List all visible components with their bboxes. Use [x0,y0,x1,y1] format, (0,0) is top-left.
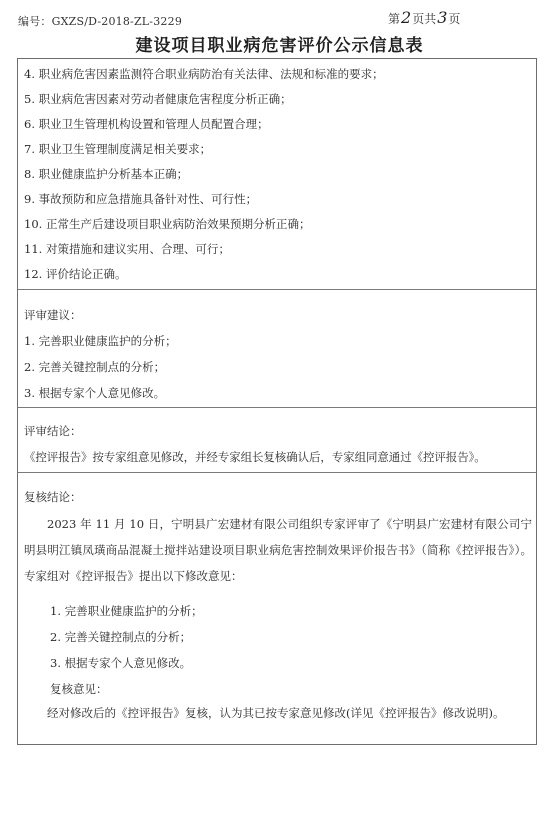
suggestion-item: 1. 完善职业健康监护的分析； [24,334,177,348]
page-number [388,10,460,27]
document-code: 编号：GXZS/D-2018-ZL-3229 [18,15,183,28]
conclusion-text: 《控评报告》按专家组意见修改，并经专家组长复核确认后，专家组同意通过《控评报告》。 [24,450,486,464]
page-mid: 页共 [412,12,437,26]
review-opinion-text: 经对修改后的《控评报告》复核，认为其已按专家意见修改(详见《控评报告》修改说明)。 [47,706,505,720]
criteria-item: 5. 职业病危害因素对劳动者健康危害程度分析正确； [24,92,292,106]
criteria-item: 6. 职业卫生管理机构设置和管理人员配置合理； [24,117,269,131]
review-paragraph: 2023 年 11 月 10 日，宁明县广宏建材有限公司组织专家评审了《宁明县广宏建材有限公司宁明县明江镇凤璜商品混凝土搅拌站建设项目职业病危害控制效果评价报告书》（简称《控评报告》）。专家组对《控评报告》提出以下修改意见： [24,517,532,583]
suggestion-item: 3. 根据专家个人意见修改。 [24,386,166,400]
page-total-handwritten: 3 [437,8,448,27]
criteria-item: 8. 职业健康监护分析基本正确； [24,167,189,181]
review-item: 3. 根据专家个人意见修改。 [50,656,192,670]
info-table [17,58,537,745]
criteria-section [18,59,536,289]
criteria-item: 4. 职业病危害因素监测符合职业病防治有关法律、法规和标准的要求； [24,67,384,81]
suggestion-item: 2. 完善关键控制点的分析； [24,360,166,374]
suggestions-heading: 评审建议： [24,308,82,322]
review-item: 1. 完善职业健康监护的分析； [50,604,203,618]
page-prefix: 第 [388,12,401,26]
review-item: 2. 完善关键控制点的分析； [50,630,192,644]
page-title: 建设项目职业病危害评价公示信息表 [135,36,424,56]
review-heading: 复核结论： [24,490,82,504]
criteria-item: 9. 事故预防和应急措施具备针对性、可行性； [24,192,258,206]
criteria-item: 11. 对策措施和建议实用、合理、可行； [24,242,230,256]
criteria-item: 10. 正常生产后建设项目职业病防治效果预期分析正确； [24,217,311,231]
conclusion-section [18,407,536,472]
review-section [18,472,536,744]
page-current-handwritten: 2 [401,8,412,27]
suggestions-section [18,289,536,407]
review-opinion-heading: 复核意见： [50,682,108,696]
criteria-item: 7. 职业卫生管理制度满足相关要求； [24,142,212,156]
criteria-item: 12. 评价结论正确。 [24,267,127,281]
conclusion-heading: 评审结论： [24,424,82,438]
page-suffix: 页 [448,12,461,26]
